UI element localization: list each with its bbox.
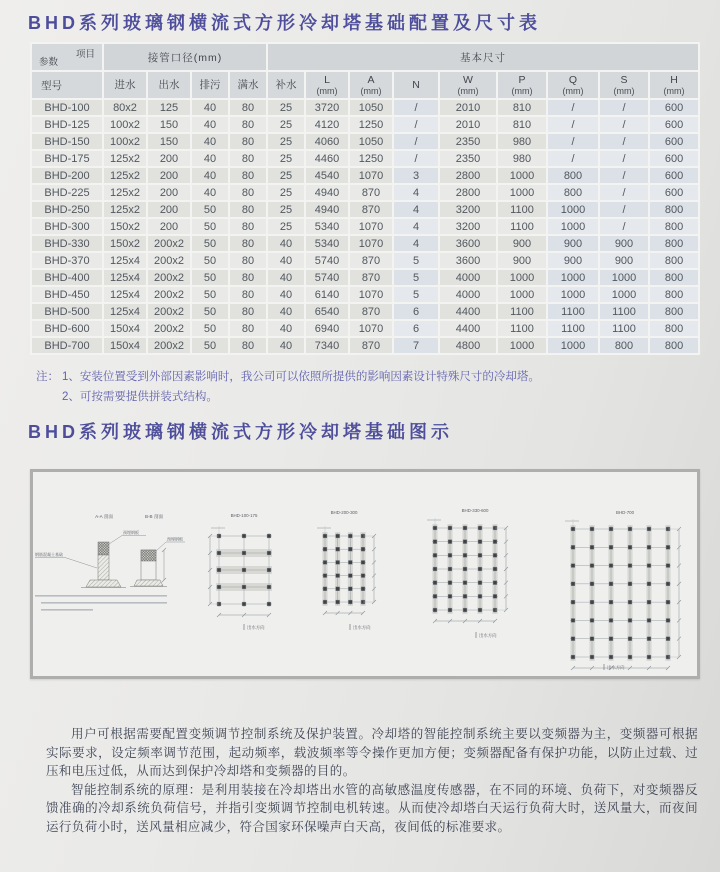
value-cell: 1100 xyxy=(498,219,546,234)
diagram-footnotes xyxy=(35,595,167,611)
table-row xyxy=(32,168,698,183)
value-cell: 1000 xyxy=(548,219,598,234)
table-row xyxy=(32,219,698,234)
column-header: N xyxy=(394,72,438,98)
value-cell: 125x2 xyxy=(104,151,146,166)
value-cell: 870 xyxy=(350,253,392,268)
value-cell: 80 xyxy=(230,185,266,200)
note-prefix: 注： xyxy=(36,371,59,383)
value-cell: 6540 xyxy=(306,304,348,319)
value-cell: 1000 xyxy=(548,270,598,285)
value-cell: 600 xyxy=(650,151,698,166)
note-text-2: 2、可按需要提供拼装式结构。 xyxy=(62,391,218,403)
value-cell: 980 xyxy=(498,151,546,166)
value-cell: 50 xyxy=(192,287,228,302)
value-cell: 25 xyxy=(268,185,304,200)
value-cell: 80 xyxy=(230,134,266,149)
value-cell: 1000 xyxy=(498,185,546,200)
value-cell: / xyxy=(548,100,598,115)
value-cell: 4800 xyxy=(440,338,496,353)
value-cell: 125x4 xyxy=(104,287,146,302)
value-cell: 800 xyxy=(650,321,698,336)
embed-plate-label: 预埋钢板 xyxy=(123,530,139,535)
model-cell: BHD-700 xyxy=(32,338,102,353)
table-body xyxy=(32,100,698,353)
value-cell: 50 xyxy=(192,219,228,234)
value-cell: 5340 xyxy=(306,236,348,251)
value-cell: 150x4 xyxy=(104,321,146,336)
value-cell: 6 xyxy=(394,304,438,319)
table-row xyxy=(32,151,698,166)
value-cell: 1000 xyxy=(498,338,546,353)
model-cell: BHD-370 xyxy=(32,253,102,268)
value-cell: 25 xyxy=(268,219,304,234)
value-cell: 100x2 xyxy=(104,117,146,132)
value-cell: 6 xyxy=(394,321,438,336)
value-cell: / xyxy=(394,134,438,149)
value-cell: 100x2 xyxy=(104,134,146,149)
spec-table xyxy=(30,42,700,355)
model-cell: BHD-175 xyxy=(32,151,102,166)
value-cell: 125 xyxy=(148,100,190,115)
foundation-grid xyxy=(565,510,681,671)
value-cell: 80 xyxy=(230,100,266,115)
value-cell: 810 xyxy=(498,100,546,115)
value-cell: 900 xyxy=(600,253,648,268)
value-cell: 1100 xyxy=(548,304,598,319)
value-cell: 200x2 xyxy=(148,338,190,353)
value-cell: 25 xyxy=(268,202,304,217)
value-cell: 7 xyxy=(394,338,438,353)
foundation-diagram-panel xyxy=(30,469,700,679)
note-line-1 xyxy=(36,367,720,387)
value-cell: 1100 xyxy=(498,202,546,217)
value-cell: 200x2 xyxy=(148,321,190,336)
section-b-title: B-B 剖面 xyxy=(144,514,164,519)
value-cell: 900 xyxy=(548,236,598,251)
model-cell: BHD-500 xyxy=(32,304,102,319)
column-header: 出水 xyxy=(148,72,190,98)
value-cell: 1070 xyxy=(350,219,392,234)
value-cell: 800 xyxy=(650,270,698,285)
paragraph-1: 用户可根据需要配置变频调节控制系统及保护装置。冷却塔的智能控制系统主要以变频器为主，变频器可根据实际要求，设定频率调节范围，起动频率，载波频率等令操作更加方便；变频器配备有保护功能，以防止过载、过压和电压过低，从而达到保护冷却塔和变频器的目的。 xyxy=(46,727,698,778)
value-cell: 80 xyxy=(230,270,266,285)
value-cell: 6140 xyxy=(306,287,348,302)
value-cell: 150 xyxy=(148,134,190,149)
grid-title: BHD-100-175 xyxy=(230,513,258,518)
value-cell: 1050 xyxy=(350,100,392,115)
value-cell: 4400 xyxy=(440,304,496,319)
value-cell: 25 xyxy=(268,117,304,132)
value-cell: 200x2 xyxy=(148,253,190,268)
value-cell: 125x4 xyxy=(104,304,146,319)
value-cell: 800 xyxy=(650,253,698,268)
value-cell: 5740 xyxy=(306,270,348,285)
value-cell: 4540 xyxy=(306,168,348,183)
value-cell: 200x2 xyxy=(148,287,190,302)
value-cell: 40 xyxy=(192,134,228,149)
value-cell: 870 xyxy=(350,185,392,200)
table-row xyxy=(32,100,698,115)
value-cell: / xyxy=(548,134,598,149)
value-cell: 2350 xyxy=(440,134,496,149)
value-cell: 980 xyxy=(498,134,546,149)
value-cell: 80 xyxy=(230,321,266,336)
value-cell: 80 xyxy=(230,338,266,353)
corner-param-label: 参数 xyxy=(39,57,59,68)
note-text-1: 1、安装位置受到外部因素影响时，我公司可以依照所提供的影响因素设计特殊尺寸的冷却塔。 xyxy=(62,371,540,383)
table-row xyxy=(32,185,698,200)
value-cell: 80 xyxy=(230,202,266,217)
value-cell: 800 xyxy=(600,338,648,353)
column-header: A (mm) xyxy=(350,72,392,98)
description-text xyxy=(46,725,698,836)
model-cell: BHD-200 xyxy=(32,168,102,183)
value-cell: 1000 xyxy=(498,287,546,302)
table-header xyxy=(32,44,698,98)
model-cell: BHD-330 xyxy=(32,236,102,251)
value-cell: 150x2 xyxy=(104,219,146,234)
value-cell: 4940 xyxy=(306,202,348,217)
value-cell: 50 xyxy=(192,321,228,336)
value-cell: 810 xyxy=(498,117,546,132)
value-cell: 200x2 xyxy=(148,270,190,285)
column-header: W (mm) xyxy=(440,72,496,98)
flow-direction-label: 出水方向 xyxy=(607,665,625,670)
value-cell: 1100 xyxy=(498,304,546,319)
section-detail-a xyxy=(35,513,146,588)
value-cell: 1000 xyxy=(600,270,648,285)
value-cell: 800 xyxy=(650,219,698,234)
value-cell: 2010 xyxy=(440,117,496,132)
column-header: L (mm) xyxy=(306,72,348,98)
value-cell: 125x4 xyxy=(104,253,146,268)
value-cell: 80 xyxy=(230,219,266,234)
value-cell: 4460 xyxy=(306,151,348,166)
pipe-group-header: 接管口径(mm) xyxy=(104,44,266,70)
value-cell: 125x2 xyxy=(104,185,146,200)
value-cell: 1000 xyxy=(548,202,598,217)
value-cell: 3600 xyxy=(440,236,496,251)
value-cell: / xyxy=(600,202,648,217)
column-header: 补水 xyxy=(268,72,304,98)
value-cell: 1100 xyxy=(600,321,648,336)
value-cell: 1100 xyxy=(600,304,648,319)
foundation-grid xyxy=(208,513,272,631)
value-cell: 600 xyxy=(650,134,698,149)
value-cell: 40 xyxy=(192,151,228,166)
value-cell: 80 xyxy=(230,236,266,251)
flow-direction-label: 出水方向 xyxy=(247,625,265,630)
value-cell: 5 xyxy=(394,253,438,268)
value-cell: 800 xyxy=(650,236,698,251)
value-cell: / xyxy=(394,117,438,132)
value-cell: 200 xyxy=(148,219,190,234)
value-cell: 80 xyxy=(230,168,266,183)
value-cell: 3600 xyxy=(440,253,496,268)
value-cell: 5 xyxy=(394,270,438,285)
value-cell: 2350 xyxy=(440,151,496,166)
value-cell: 800 xyxy=(548,168,598,183)
value-cell: 25 xyxy=(268,168,304,183)
value-cell: 4400 xyxy=(440,321,496,336)
value-cell: / xyxy=(600,168,648,183)
section-a-title: A-A 剖面 xyxy=(95,514,113,519)
value-cell: 80 xyxy=(230,151,266,166)
value-cell: 40 xyxy=(268,253,304,268)
section-detail-b xyxy=(130,513,185,587)
value-cell: / xyxy=(600,185,648,200)
value-cell: 6940 xyxy=(306,321,348,336)
table-row xyxy=(32,270,698,285)
diagram-section-title: BHD系列玻璃钢横流式方形冷却塔基础图示 xyxy=(28,422,453,442)
value-cell: 5740 xyxy=(306,253,348,268)
value-cell: 40 xyxy=(268,321,304,336)
value-cell: 4 xyxy=(394,202,438,217)
value-cell: 2010 xyxy=(440,100,496,115)
value-cell: 3 xyxy=(394,168,438,183)
value-cell: 125x2 xyxy=(104,168,146,183)
value-cell: / xyxy=(600,134,648,149)
value-cell: 40 xyxy=(268,270,304,285)
value-cell: 50 xyxy=(192,202,228,217)
value-cell: 25 xyxy=(268,100,304,115)
value-cell: 80x2 xyxy=(104,100,146,115)
value-cell: 40 xyxy=(192,100,228,115)
value-cell: 3200 xyxy=(440,202,496,217)
value-cell: 870 xyxy=(350,270,392,285)
table-header-row2 xyxy=(32,72,698,98)
value-cell: 800 xyxy=(650,287,698,302)
value-cell: 50 xyxy=(192,304,228,319)
column-header: S (mm) xyxy=(600,72,648,98)
value-cell: 4940 xyxy=(306,185,348,200)
value-cell: 600 xyxy=(650,185,698,200)
model-cell: BHD-600 xyxy=(32,321,102,336)
value-cell: 200x2 xyxy=(148,304,190,319)
table-row xyxy=(32,304,698,319)
value-cell: 80 xyxy=(230,304,266,319)
basic-dims-group-header: 基本尺寸 xyxy=(268,44,698,70)
value-cell: 80 xyxy=(230,287,266,302)
value-cell: 5 xyxy=(394,287,438,302)
value-cell: 4120 xyxy=(306,117,348,132)
grid-title: BHD-330-600 xyxy=(461,508,489,513)
value-cell: 125x2 xyxy=(104,202,146,217)
value-cell: 2800 xyxy=(440,185,496,200)
value-cell: 4000 xyxy=(440,287,496,302)
value-cell: / xyxy=(600,117,648,132)
value-cell: 1250 xyxy=(350,151,392,166)
value-cell: 50 xyxy=(192,253,228,268)
value-cell: 4000 xyxy=(440,270,496,285)
value-cell: 40 xyxy=(268,287,304,302)
catalog-page xyxy=(0,12,720,872)
value-cell: / xyxy=(600,219,648,234)
value-cell: 4 xyxy=(394,236,438,251)
model-cell: BHD-150 xyxy=(32,134,102,149)
model-cell: BHD-450 xyxy=(32,287,102,302)
value-cell: 1000 xyxy=(548,338,598,353)
flow-direction-label: 出水方向 xyxy=(353,625,371,630)
embed-plate-label-b: 预埋钢板 xyxy=(167,536,183,542)
table-row xyxy=(32,117,698,132)
value-cell: 1070 xyxy=(350,236,392,251)
value-cell: 150 xyxy=(148,117,190,132)
value-cell: 800 xyxy=(650,304,698,319)
foundation-grid xyxy=(317,510,376,631)
value-cell: 3200 xyxy=(440,219,496,234)
value-cell: 200 xyxy=(148,185,190,200)
value-cell: 600 xyxy=(650,100,698,115)
value-cell: 1070 xyxy=(350,321,392,336)
column-header: 进水 xyxy=(104,72,146,98)
value-cell: 1070 xyxy=(350,287,392,302)
value-cell: 2800 xyxy=(440,168,496,183)
value-cell: 40 xyxy=(192,168,228,183)
value-cell: 900 xyxy=(548,253,598,268)
note-line-2 xyxy=(36,387,720,407)
value-cell: 3720 xyxy=(306,100,348,115)
value-cell: / xyxy=(600,100,648,115)
value-cell: 870 xyxy=(350,304,392,319)
value-cell: 25 xyxy=(268,151,304,166)
value-cell: 1250 xyxy=(350,117,392,132)
flow-direction-label: 出水方向 xyxy=(479,633,497,638)
value-cell: / xyxy=(394,100,438,115)
value-cell: 4060 xyxy=(306,134,348,149)
table-row xyxy=(32,202,698,217)
value-cell: 1100 xyxy=(548,321,598,336)
value-cell: / xyxy=(394,151,438,166)
value-cell: 4 xyxy=(394,185,438,200)
spec-table-title: BHD系列玻璃钢横流式方形冷却塔基础配置及尺寸表 xyxy=(28,13,541,33)
footing-label: 钢筋混凝土基础 xyxy=(35,552,63,557)
value-cell: 40 xyxy=(268,236,304,251)
table-row xyxy=(32,338,698,353)
value-cell: 800 xyxy=(650,202,698,217)
value-cell: 870 xyxy=(350,202,392,217)
table-row xyxy=(32,321,698,336)
table-row xyxy=(32,287,698,302)
table-row xyxy=(32,236,698,251)
value-cell: 40 xyxy=(192,185,228,200)
corner-cell xyxy=(32,44,102,70)
value-cell: 40 xyxy=(192,117,228,132)
value-cell: 870 xyxy=(350,338,392,353)
model-cell: BHD-125 xyxy=(32,117,102,132)
value-cell: 50 xyxy=(192,338,228,353)
model-cell: BHD-250 xyxy=(32,202,102,217)
value-cell: 800 xyxy=(548,185,598,200)
value-cell: 5340 xyxy=(306,219,348,234)
value-cell: 25 xyxy=(268,134,304,149)
value-cell: 1070 xyxy=(350,168,392,183)
value-cell: 50 xyxy=(192,270,228,285)
table-row xyxy=(32,253,698,268)
value-cell: 900 xyxy=(498,236,546,251)
model-cell: BHD-400 xyxy=(32,270,102,285)
value-cell: 150x4 xyxy=(104,338,146,353)
model-cell: BHD-225 xyxy=(32,185,102,200)
table-header-row1 xyxy=(32,44,698,70)
model-column-header: 型号 xyxy=(32,72,102,98)
value-cell: 80 xyxy=(230,117,266,132)
foundation-grid xyxy=(427,508,508,639)
model-cell: BHD-100 xyxy=(32,100,102,115)
value-cell: 1000 xyxy=(548,287,598,302)
foundation-diagram xyxy=(33,472,697,676)
notes xyxy=(36,367,720,407)
value-cell: 125x4 xyxy=(104,270,146,285)
value-cell: 40 xyxy=(268,304,304,319)
value-cell: 7340 xyxy=(306,338,348,353)
value-cell: 900 xyxy=(600,236,648,251)
value-cell: 40 xyxy=(268,338,304,353)
grid-title: BHD-700 xyxy=(615,510,635,515)
table-row xyxy=(32,134,698,149)
value-cell: 150x2 xyxy=(104,236,146,251)
value-cell: / xyxy=(548,117,598,132)
value-cell: / xyxy=(548,151,598,166)
column-header: P (mm) xyxy=(498,72,546,98)
corner-item-label: 项目 xyxy=(75,49,95,60)
column-header: H (mm) xyxy=(650,72,698,98)
column-header: 满水 xyxy=(230,72,266,98)
value-cell: 4 xyxy=(394,219,438,234)
value-cell: / xyxy=(600,151,648,166)
value-cell: 50 xyxy=(192,236,228,251)
value-cell: 80 xyxy=(230,253,266,268)
value-cell: 1100 xyxy=(498,321,546,336)
value-cell: 200 xyxy=(148,151,190,166)
value-cell: 1000 xyxy=(498,168,546,183)
value-cell: 1000 xyxy=(600,287,648,302)
value-cell: 1050 xyxy=(350,134,392,149)
value-cell: 200 xyxy=(148,202,190,217)
value-cell: 900 xyxy=(498,253,546,268)
value-cell: 600 xyxy=(650,168,698,183)
value-cell: 600 xyxy=(650,117,698,132)
value-cell: 1000 xyxy=(498,270,546,285)
model-cell: BHD-300 xyxy=(32,219,102,234)
column-header: Q (mm) xyxy=(548,72,598,98)
paragraph-2: 智能控制系统的原理：是利用装接在冷却塔出水管的高敏感温度传感器，在不同的环境、负荷下，对变频器反馈准确的冷却系统负荷信号，并指引变频调节控制电机转速。从而使冷却塔白天运行负荷大时，送风量大，而夜间运行负荷小时，送风量相应减少，符合国家环保噪声白天高，夜间低的标准要求。 xyxy=(46,782,698,834)
column-header: 排污 xyxy=(192,72,228,98)
value-cell: 200x2 xyxy=(148,236,190,251)
value-cell: 800 xyxy=(650,338,698,353)
grid-title: BHD-200-300 xyxy=(330,510,358,515)
value-cell: 200 xyxy=(148,168,190,183)
